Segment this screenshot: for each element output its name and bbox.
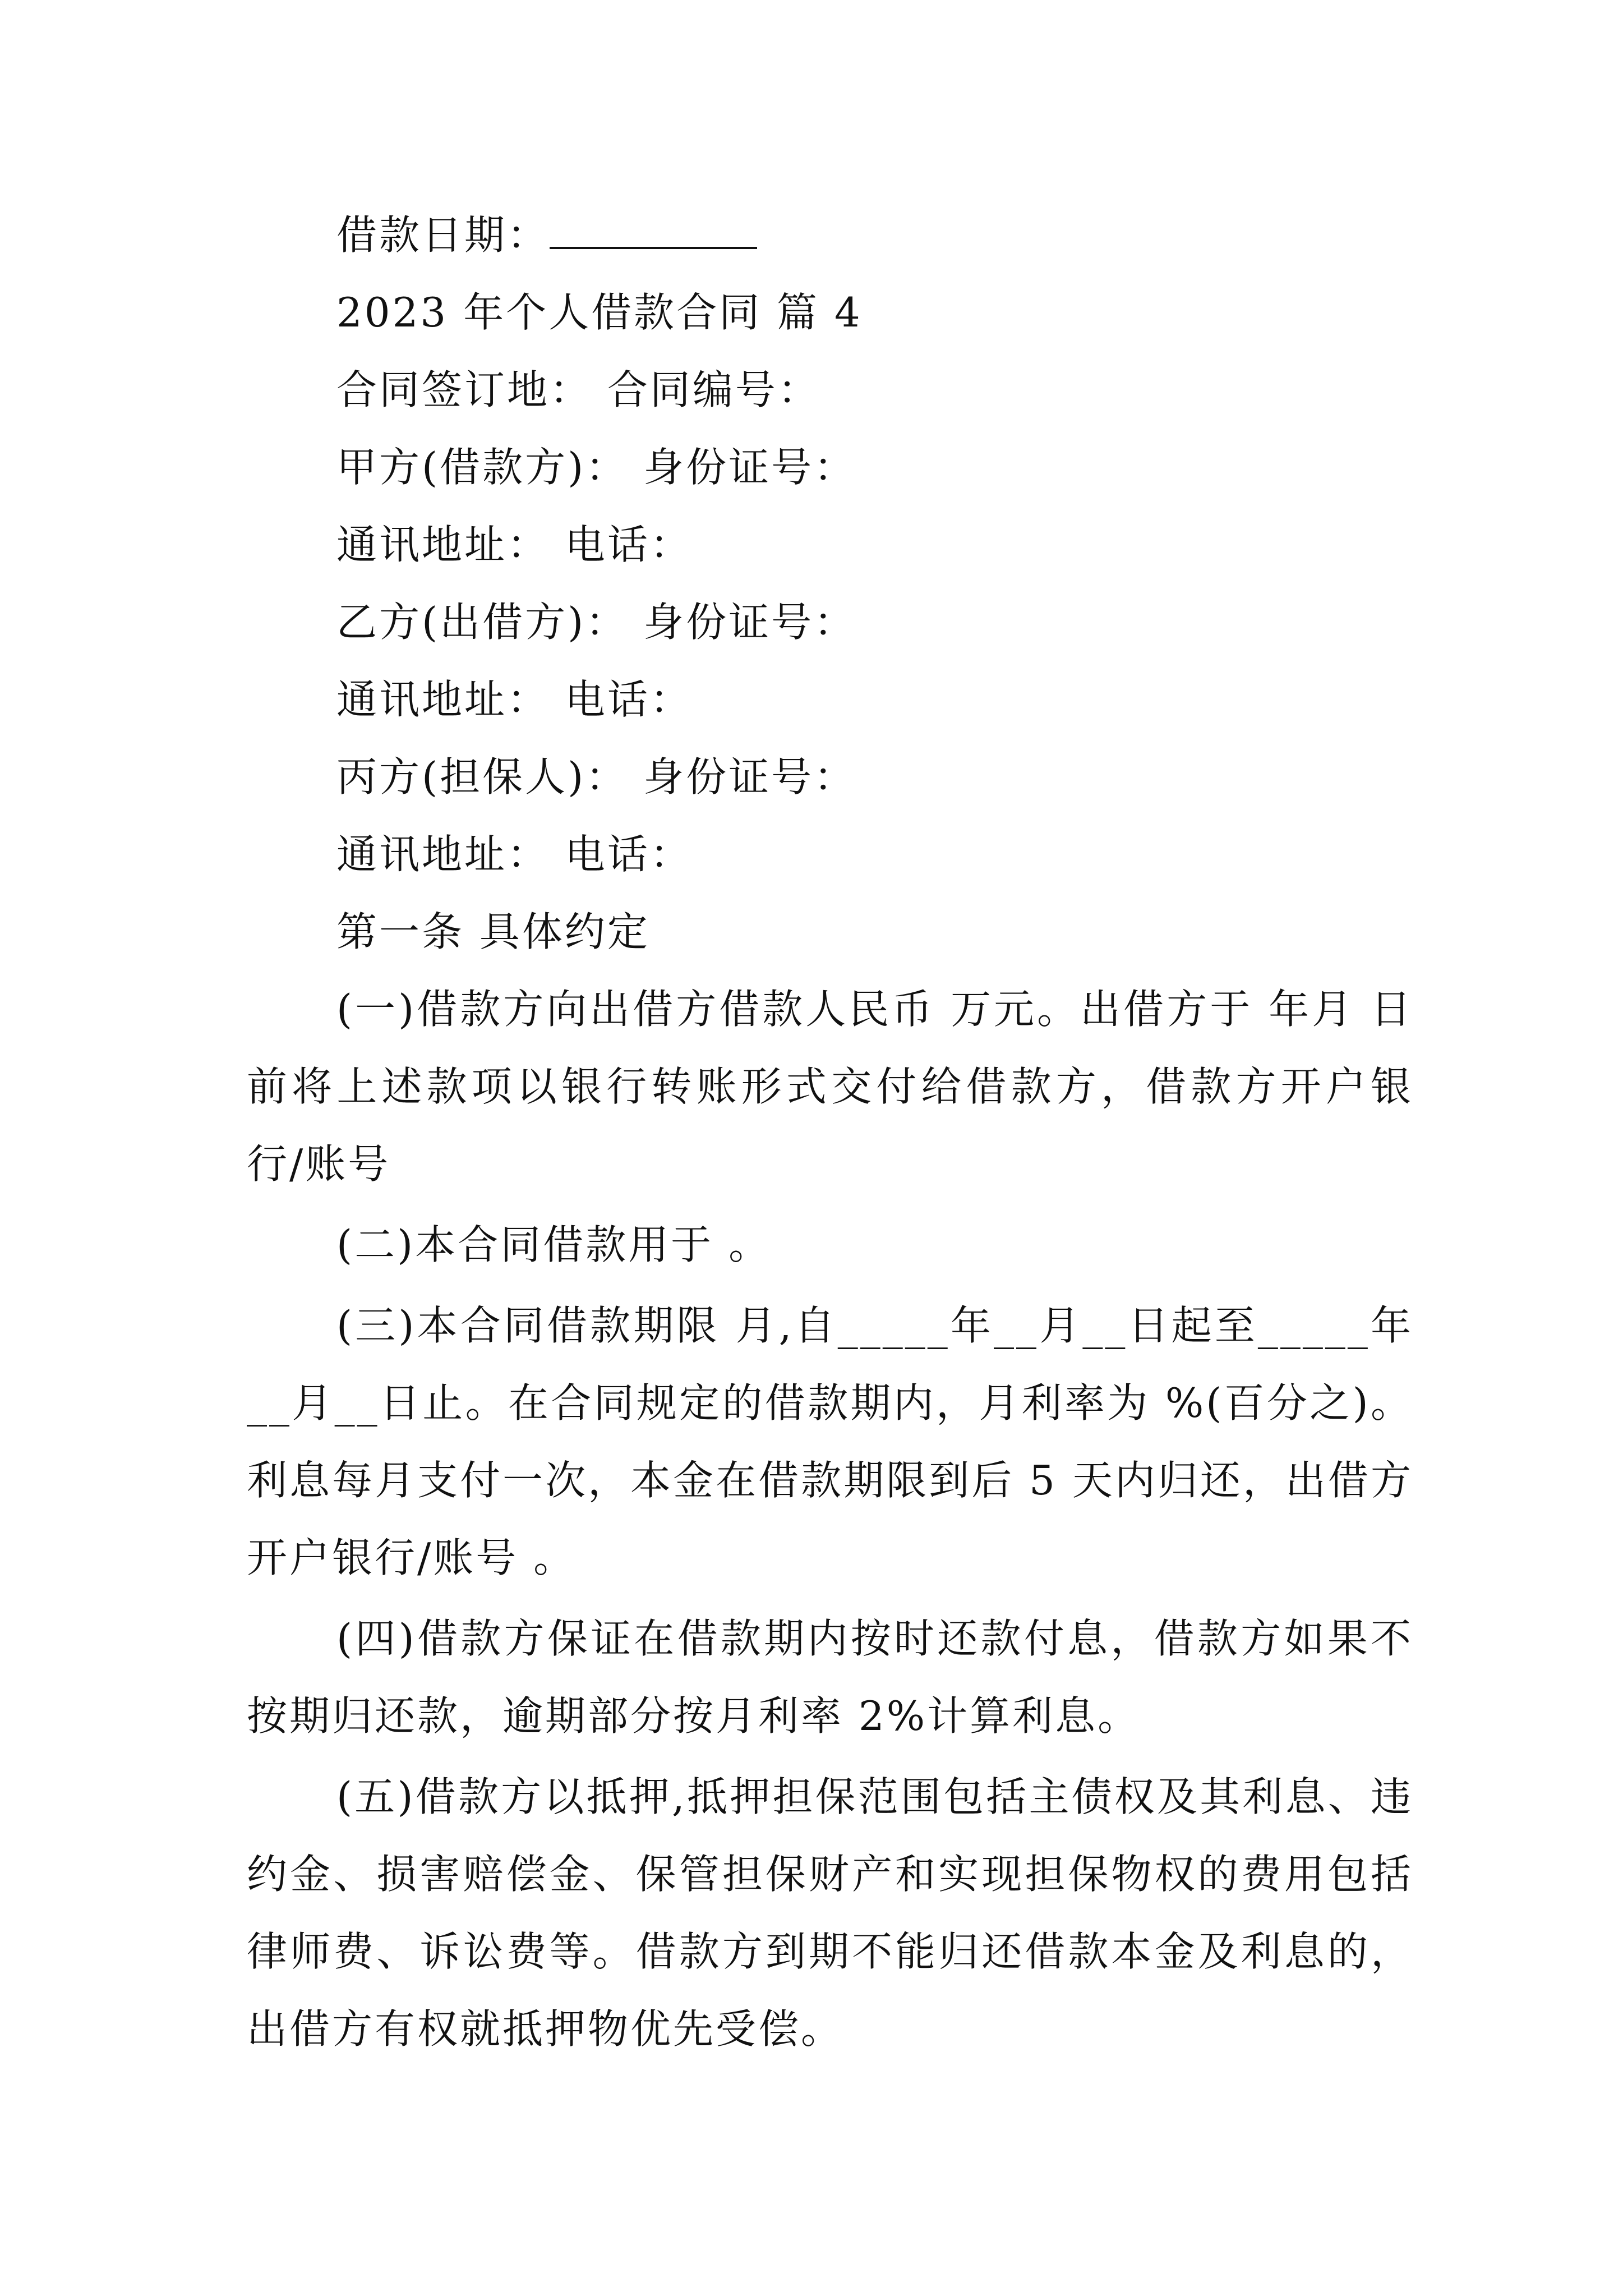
party-c-address-line: 通讯地址： 电话： bbox=[336, 831, 693, 878]
loan-date-blank bbox=[550, 213, 757, 249]
party-b-line: 乙方(出借方)： 身份证号： bbox=[336, 599, 857, 646]
clause-2: (二)本合同借款用于 。 bbox=[336, 1221, 772, 1268]
loan-date-line bbox=[247, 196, 1413, 274]
clause-1: (一)借款方向出借方借款人民币 万元。出借方于 年月 日前将上述款项以银行转账形式交付给借款方，借款方开户银行/账号 bbox=[247, 986, 1413, 1188]
party-c-line: 丙方(担保人)： 身份证号： bbox=[336, 753, 857, 800]
party-a-address-line: 通讯地址： 电话： bbox=[336, 521, 693, 568]
clause-5: (五)借款方以抵押,抵押担保范围包括主债权及其利息、违约金、损害赔偿金、保管担保财产和实现担保物权的费用包括律师费、诉讼费等。借款方到期不能归还借款本金及利息的，出借方有权就抵押物优先受偿。 bbox=[247, 1773, 1413, 2053]
loan-date-label: 借款日期： bbox=[336, 211, 550, 259]
party-b-address-line: 通讯地址： 电话： bbox=[336, 676, 693, 723]
clause-4: (四)借款方保证在借款期内按时还款付息，借款方如果不按期归还款，逾期部分按月利率 2%计算利息。 bbox=[247, 1615, 1413, 1740]
article-one-heading: 第一条 具体约定 bbox=[336, 908, 650, 955]
signing-place-line: 合同签订地： 合同编号： bbox=[336, 366, 820, 413]
party-a-line: 甲方(借款方)： 身份证号： bbox=[336, 444, 857, 491]
contract-text bbox=[247, 196, 1413, 2068]
clause-3: (三)本合同借款期限 月,自_____年__月__日起至_____年__月__日止。在合同规定的借款期内，月利率为 %(百分之)。利息每月支付一次，本金在借款期限到后 5 天内归还，出借方开户银行/账号 。 bbox=[247, 1302, 1413, 1581]
contract-heading: 2023 年个人借款合同 篇 4 bbox=[336, 289, 863, 336]
